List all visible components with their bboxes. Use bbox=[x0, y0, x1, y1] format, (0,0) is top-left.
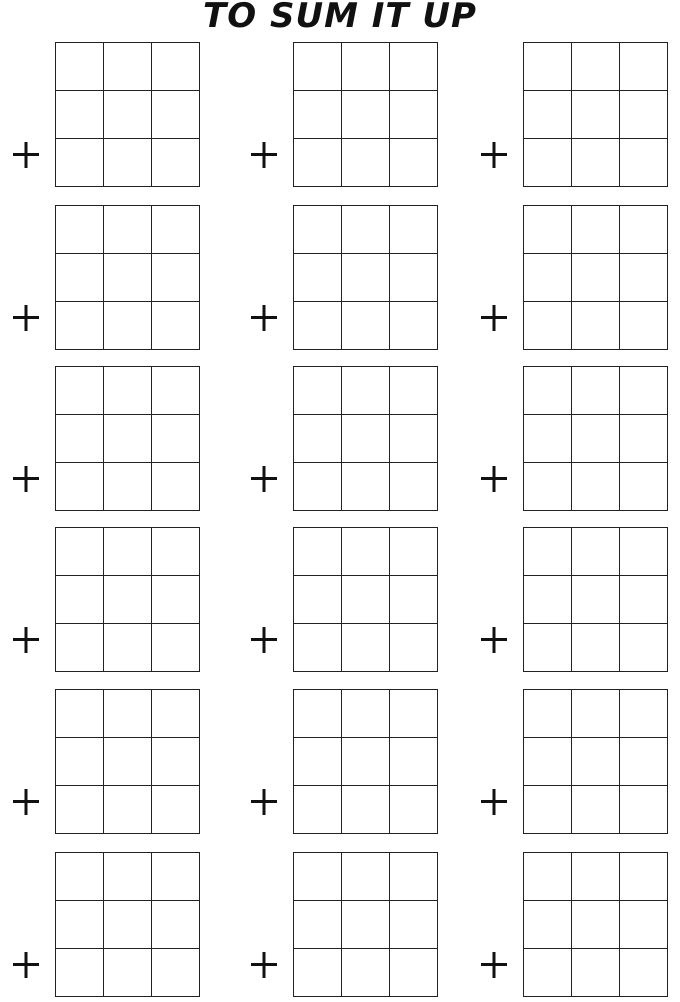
digit-box[interactable] bbox=[56, 528, 104, 576]
plus-icon bbox=[11, 140, 41, 170]
digit-box[interactable] bbox=[524, 624, 572, 672]
digit-box[interactable] bbox=[56, 254, 104, 302]
digit-box[interactable] bbox=[390, 415, 438, 463]
digit-box[interactable] bbox=[342, 949, 390, 997]
digit-box[interactable] bbox=[572, 139, 620, 187]
digit-box[interactable] bbox=[56, 302, 104, 350]
digit-box[interactable] bbox=[524, 463, 572, 511]
digit-box[interactable] bbox=[572, 901, 620, 949]
digit-box[interactable] bbox=[294, 901, 342, 949]
plus-icon bbox=[479, 140, 509, 170]
digit-box[interactable] bbox=[342, 690, 390, 738]
digit-box[interactable] bbox=[152, 690, 200, 738]
answer-grid bbox=[55, 205, 200, 350]
addition-problem bbox=[479, 205, 679, 351]
digit-box[interactable] bbox=[572, 528, 620, 576]
digit-box[interactable] bbox=[620, 43, 668, 91]
digit-box[interactable] bbox=[294, 738, 342, 786]
digit-box[interactable] bbox=[152, 91, 200, 139]
addition-problem bbox=[249, 366, 449, 512]
digit-box[interactable] bbox=[294, 949, 342, 997]
digit-box[interactable] bbox=[294, 624, 342, 672]
addition-problem bbox=[479, 366, 679, 512]
digit-box[interactable] bbox=[390, 786, 438, 834]
digit-box[interactable] bbox=[152, 853, 200, 901]
digit-box[interactable] bbox=[152, 576, 200, 624]
digit-box[interactable] bbox=[572, 690, 620, 738]
digit-box[interactable] bbox=[152, 949, 200, 997]
digit-box[interactable] bbox=[152, 738, 200, 786]
digit-box[interactable] bbox=[342, 206, 390, 254]
digit-box[interactable] bbox=[152, 139, 200, 187]
digit-box[interactable] bbox=[104, 901, 152, 949]
digit-box[interactable] bbox=[342, 528, 390, 576]
digit-box[interactable] bbox=[104, 254, 152, 302]
digit-box[interactable] bbox=[152, 254, 200, 302]
answer-grid bbox=[55, 42, 200, 187]
answer-grid bbox=[55, 689, 200, 834]
digit-box[interactable] bbox=[572, 853, 620, 901]
worksheet-title: TO SUM IT UP bbox=[203, 0, 477, 36]
digit-box[interactable] bbox=[104, 853, 152, 901]
digit-box[interactable] bbox=[342, 43, 390, 91]
digit-box[interactable] bbox=[620, 463, 668, 511]
answer-grid bbox=[523, 42, 668, 187]
digit-box[interactable] bbox=[294, 302, 342, 350]
digit-box[interactable] bbox=[152, 901, 200, 949]
digit-box[interactable] bbox=[620, 738, 668, 786]
plus-icon bbox=[479, 787, 509, 817]
digit-box[interactable] bbox=[294, 528, 342, 576]
digit-box[interactable] bbox=[294, 786, 342, 834]
digit-box[interactable] bbox=[620, 91, 668, 139]
digit-box[interactable] bbox=[572, 254, 620, 302]
digit-box[interactable] bbox=[56, 139, 104, 187]
digit-box[interactable] bbox=[294, 853, 342, 901]
digit-box[interactable] bbox=[104, 206, 152, 254]
digit-box[interactable] bbox=[572, 91, 620, 139]
digit-box[interactable] bbox=[342, 576, 390, 624]
digit-box[interactable] bbox=[152, 786, 200, 834]
digit-box[interactable] bbox=[56, 624, 104, 672]
digit-box[interactable] bbox=[104, 690, 152, 738]
addition-problem bbox=[249, 42, 449, 188]
digit-box[interactable] bbox=[342, 367, 390, 415]
addition-problem bbox=[11, 42, 211, 188]
addition-problem bbox=[11, 689, 211, 835]
digit-box[interactable] bbox=[294, 463, 342, 511]
digit-box[interactable] bbox=[390, 949, 438, 997]
digit-box[interactable] bbox=[342, 91, 390, 139]
digit-box[interactable] bbox=[390, 690, 438, 738]
answer-grid bbox=[293, 366, 438, 511]
digit-box[interactable] bbox=[390, 853, 438, 901]
digit-box[interactable] bbox=[104, 576, 152, 624]
digit-box[interactable] bbox=[524, 853, 572, 901]
digit-box[interactable] bbox=[104, 738, 152, 786]
digit-box[interactable] bbox=[152, 463, 200, 511]
plus-icon bbox=[11, 625, 41, 655]
plus-icon bbox=[11, 787, 41, 817]
digit-box[interactable] bbox=[104, 528, 152, 576]
digit-box[interactable] bbox=[572, 738, 620, 786]
digit-box[interactable] bbox=[524, 949, 572, 997]
digit-box[interactable] bbox=[620, 624, 668, 672]
addition-problem bbox=[479, 852, 679, 998]
plus-icon bbox=[479, 464, 509, 494]
digit-box[interactable] bbox=[104, 139, 152, 187]
digit-box[interactable] bbox=[620, 949, 668, 997]
digit-box[interactable] bbox=[524, 415, 572, 463]
digit-box[interactable] bbox=[294, 415, 342, 463]
digit-box[interactable] bbox=[524, 738, 572, 786]
digit-box[interactable] bbox=[56, 690, 104, 738]
plus-icon bbox=[249, 464, 279, 494]
digit-box[interactable] bbox=[152, 624, 200, 672]
digit-box[interactable] bbox=[620, 576, 668, 624]
digit-box[interactable] bbox=[572, 576, 620, 624]
digit-box[interactable] bbox=[620, 853, 668, 901]
digit-box[interactable] bbox=[390, 43, 438, 91]
digit-box[interactable] bbox=[620, 206, 668, 254]
addition-problem bbox=[249, 205, 449, 351]
digit-box[interactable] bbox=[56, 43, 104, 91]
digit-box[interactable] bbox=[342, 853, 390, 901]
digit-box[interactable] bbox=[294, 254, 342, 302]
digit-box[interactable] bbox=[104, 43, 152, 91]
digit-box[interactable] bbox=[620, 139, 668, 187]
digit-box[interactable] bbox=[524, 206, 572, 254]
digit-box[interactable] bbox=[620, 302, 668, 350]
answer-grid bbox=[55, 852, 200, 997]
digit-box[interactable] bbox=[390, 91, 438, 139]
plus-icon bbox=[249, 303, 279, 333]
addition-problem bbox=[249, 852, 449, 998]
plus-icon bbox=[249, 787, 279, 817]
digit-box[interactable] bbox=[390, 528, 438, 576]
answer-grid bbox=[293, 527, 438, 672]
digit-box[interactable] bbox=[620, 415, 668, 463]
digit-box[interactable] bbox=[56, 367, 104, 415]
answer-grid bbox=[523, 852, 668, 997]
digit-box[interactable] bbox=[56, 206, 104, 254]
digit-box[interactable] bbox=[294, 91, 342, 139]
digit-box[interactable] bbox=[56, 853, 104, 901]
digit-box[interactable] bbox=[572, 415, 620, 463]
digit-box[interactable] bbox=[152, 367, 200, 415]
digit-box[interactable] bbox=[572, 302, 620, 350]
answer-grid bbox=[523, 366, 668, 511]
digit-box[interactable] bbox=[572, 43, 620, 91]
digit-box[interactable] bbox=[524, 528, 572, 576]
digit-box[interactable] bbox=[342, 415, 390, 463]
digit-box[interactable] bbox=[104, 415, 152, 463]
digit-box[interactable] bbox=[56, 576, 104, 624]
plus-icon bbox=[249, 140, 279, 170]
digit-box[interactable] bbox=[152, 302, 200, 350]
digit-box[interactable] bbox=[342, 901, 390, 949]
answer-grid bbox=[523, 689, 668, 834]
answer-grid bbox=[293, 205, 438, 350]
digit-box[interactable] bbox=[524, 690, 572, 738]
digit-box[interactable] bbox=[56, 738, 104, 786]
addition-problem bbox=[11, 527, 211, 673]
digit-box[interactable] bbox=[56, 91, 104, 139]
answer-grid bbox=[293, 42, 438, 187]
digit-box[interactable] bbox=[390, 738, 438, 786]
addition-problem bbox=[11, 205, 211, 351]
plus-icon bbox=[479, 950, 509, 980]
digit-box[interactable] bbox=[152, 206, 200, 254]
answer-grid bbox=[523, 527, 668, 672]
digit-box[interactable] bbox=[390, 206, 438, 254]
digit-box[interactable] bbox=[572, 949, 620, 997]
digit-box[interactable] bbox=[572, 463, 620, 511]
digit-box[interactable] bbox=[390, 302, 438, 350]
digit-box[interactable] bbox=[294, 139, 342, 187]
digit-box[interactable] bbox=[56, 463, 104, 511]
plus-icon bbox=[11, 464, 41, 494]
digit-box[interactable] bbox=[342, 302, 390, 350]
plus-icon bbox=[479, 625, 509, 655]
digit-box[interactable] bbox=[342, 738, 390, 786]
digit-box[interactable] bbox=[342, 254, 390, 302]
digit-box[interactable] bbox=[572, 206, 620, 254]
digit-box[interactable] bbox=[524, 901, 572, 949]
answer-grid bbox=[55, 527, 200, 672]
digit-box[interactable] bbox=[524, 302, 572, 350]
digit-box[interactable] bbox=[390, 463, 438, 511]
digit-box[interactable] bbox=[620, 528, 668, 576]
digit-box[interactable] bbox=[294, 576, 342, 624]
digit-box[interactable] bbox=[294, 690, 342, 738]
digit-box[interactable] bbox=[342, 624, 390, 672]
digit-box[interactable] bbox=[104, 91, 152, 139]
digit-box[interactable] bbox=[572, 367, 620, 415]
digit-box[interactable] bbox=[294, 367, 342, 415]
digit-box[interactable] bbox=[152, 43, 200, 91]
digit-box[interactable] bbox=[294, 43, 342, 91]
digit-box[interactable] bbox=[390, 139, 438, 187]
digit-box[interactable] bbox=[620, 367, 668, 415]
digit-box[interactable] bbox=[620, 690, 668, 738]
digit-box[interactable] bbox=[104, 302, 152, 350]
digit-box[interactable] bbox=[56, 415, 104, 463]
digit-box[interactable] bbox=[572, 786, 620, 834]
digit-box[interactable] bbox=[572, 624, 620, 672]
addition-problem bbox=[479, 689, 679, 835]
addition-problem bbox=[249, 689, 449, 835]
plus-icon bbox=[479, 303, 509, 333]
answer-grid bbox=[293, 852, 438, 997]
digit-box[interactable] bbox=[342, 463, 390, 511]
digit-box[interactable] bbox=[390, 901, 438, 949]
plus-icon bbox=[249, 625, 279, 655]
digit-box[interactable] bbox=[104, 786, 152, 834]
digit-box[interactable] bbox=[56, 949, 104, 997]
addition-problem bbox=[479, 527, 679, 673]
addition-problem bbox=[11, 366, 211, 512]
digit-box[interactable] bbox=[294, 206, 342, 254]
plus-icon bbox=[11, 950, 41, 980]
digit-box[interactable] bbox=[524, 139, 572, 187]
answer-grid bbox=[523, 205, 668, 350]
digit-box[interactable] bbox=[56, 786, 104, 834]
digit-box[interactable] bbox=[620, 901, 668, 949]
digit-box[interactable] bbox=[390, 624, 438, 672]
digit-box[interactable] bbox=[104, 463, 152, 511]
digit-box[interactable] bbox=[620, 254, 668, 302]
digit-box[interactable] bbox=[56, 901, 104, 949]
addition-problem bbox=[11, 852, 211, 998]
answer-grid bbox=[55, 366, 200, 511]
digit-box[interactable] bbox=[390, 576, 438, 624]
digit-box[interactable] bbox=[524, 367, 572, 415]
plus-icon bbox=[11, 303, 41, 333]
addition-problem bbox=[479, 42, 679, 188]
digit-box[interactable] bbox=[390, 254, 438, 302]
digit-box[interactable] bbox=[104, 949, 152, 997]
digit-box[interactable] bbox=[152, 415, 200, 463]
digit-box[interactable] bbox=[104, 624, 152, 672]
digit-box[interactable] bbox=[104, 367, 152, 415]
plus-icon bbox=[249, 950, 279, 980]
digit-box[interactable] bbox=[390, 367, 438, 415]
digit-box[interactable] bbox=[524, 576, 572, 624]
digit-box[interactable] bbox=[524, 254, 572, 302]
digit-box[interactable] bbox=[152, 528, 200, 576]
addition-problem bbox=[249, 527, 449, 673]
answer-grid bbox=[293, 689, 438, 834]
digit-box[interactable] bbox=[524, 91, 572, 139]
digit-box[interactable] bbox=[524, 43, 572, 91]
digit-box[interactable] bbox=[342, 786, 390, 834]
digit-box[interactable] bbox=[524, 786, 572, 834]
digit-box[interactable] bbox=[620, 786, 668, 834]
digit-box[interactable] bbox=[342, 139, 390, 187]
